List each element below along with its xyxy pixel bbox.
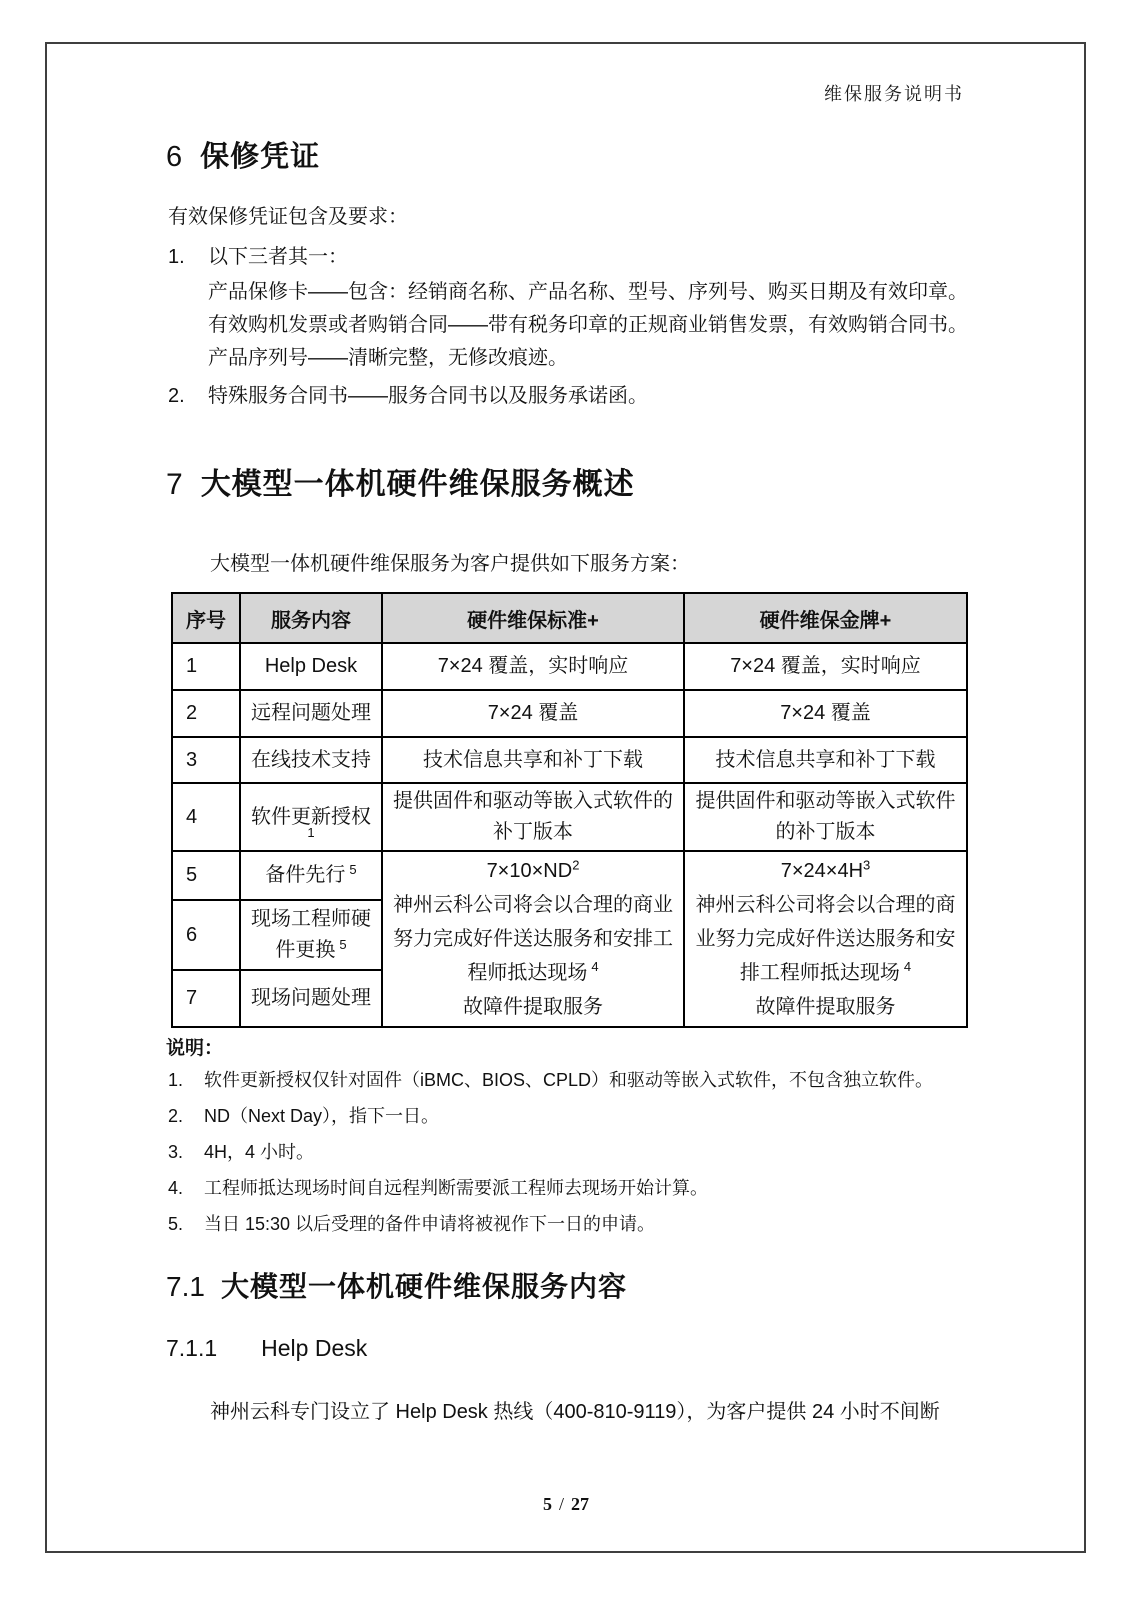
note-item <box>168 1069 933 1091</box>
row-number-cell: 2 <box>172 690 240 737</box>
standard-plan-cell: 技术信息共享和补丁下载 <box>382 737 684 783</box>
row-number-cell: 6 <box>172 900 240 970</box>
note-text: 软件更新授权仅针对固件（iBMC、BIOS、CPLD）和驱动等嵌入式软件，不包含独立软件。 <box>204 1070 934 1090</box>
table-header-row <box>172 593 967 643</box>
table-row <box>172 690 967 737</box>
header-cell-service: 服务内容 <box>240 593 382 643</box>
section-7-heading <box>166 468 635 502</box>
row-number-cell: 4 <box>172 783 240 851</box>
warranty-detail-line: 产品序列号——清晰完整，无修改痕迹。 <box>208 347 568 369</box>
row-number-cell: 7 <box>172 970 240 1027</box>
table-row <box>172 851 967 900</box>
warranty-detail-lines <box>208 276 968 375</box>
service-name: 备件先行 <box>265 864 346 887</box>
standard-plan-cell: 提供固件和驱动等嵌入式软件的补丁版本 <box>382 783 684 851</box>
footnote-ref: 5 <box>349 861 357 877</box>
service-name: 软件更新授权 <box>251 805 371 828</box>
note-item <box>168 1177 708 1199</box>
service-name-cell: 在线技术支持 <box>240 737 382 783</box>
list-number: 2. <box>168 385 185 407</box>
warranty-detail-line: 产品保修卡——包含：经销商名称、产品名称、型号、序列号、购买日期及有效印章。 <box>208 281 968 303</box>
note-number: 2. <box>168 1106 184 1126</box>
table-row <box>172 737 967 783</box>
heading-title: 保修凭证 <box>200 141 321 173</box>
helpdesk-paragraph: 神州云科专门设立了 Help Desk 热线（400-810-9119），为客户提供 24 小时不间断 <box>210 1401 940 1423</box>
description-text: 神州云科公司将会以合理的商业努力完成好件送达服务和安排工程师抵达现场 <box>393 894 673 984</box>
section-6-heading <box>166 140 320 174</box>
gold-plan-cell: 技术信息共享和补丁下载 <box>684 737 967 783</box>
section-7-1-1-heading <box>166 1334 367 1362</box>
standard-plan-cell: 7×24 覆盖，实时响应 <box>382 643 684 690</box>
warranty-detail-line: 有效购机发票或者购销合同——带有税务印章的正规商业销售发票，有效购销合同书。 <box>208 314 968 336</box>
gold-sla <box>689 854 962 888</box>
service-name-cell: 现场问题处理 <box>240 970 382 1027</box>
note-number: 1. <box>168 1070 184 1090</box>
note-number: 4. <box>168 1178 184 1198</box>
header-cell-gold: 硬件维保金牌+ <box>684 593 967 643</box>
note-text: ND（Next Day），指下一日。 <box>204 1106 440 1126</box>
heading-title: 大模型一体机硬件维保服务内容 <box>220 1271 627 1302</box>
sla-text: 7×10×ND <box>486 860 573 882</box>
row-number-cell: 5 <box>172 851 240 900</box>
standard-plan-cell: 7×24 覆盖 <box>382 690 684 737</box>
list-item-1 <box>168 244 348 270</box>
gold-plan-cell: 7×24 覆盖 <box>684 690 967 737</box>
page-content <box>166 0 966 1600</box>
heading-title: Help Desk <box>261 1335 368 1361</box>
note-text: 当日 15:30 以后受理的备件申请将被视作下一日的申请。 <box>204 1214 656 1234</box>
service-name-cell: Help Desk <box>240 643 382 690</box>
page-footer <box>166 1494 966 1515</box>
heading-number: 7 <box>166 468 183 501</box>
merged-standard-cell <box>382 851 684 1027</box>
service-plan-table <box>171 592 968 1028</box>
description-text: 神州云科公司将会以合理的商业努力完成好件送达服务和安排工程师抵达现场 <box>695 894 956 984</box>
section7-intro: 大模型一体机硬件维保服务为客户提供如下服务方案： <box>210 553 690 575</box>
list-text: 特殊服务合同书——服务合同书以及服务承诺函。 <box>208 385 648 407</box>
table-row <box>172 783 967 851</box>
note-item <box>168 1213 655 1235</box>
list-number: 1. <box>168 246 185 268</box>
heading-title: 大模型一体机硬件维保服务概述 <box>200 468 635 501</box>
standard-extra-service: 故障件提取服务 <box>463 996 603 1018</box>
service-name-cell <box>240 900 382 970</box>
heading-number: 7.1 <box>166 1271 205 1302</box>
standard-description <box>387 888 679 990</box>
list-text: 以下三者其一： <box>208 246 348 268</box>
note-number: 5. <box>168 1214 184 1234</box>
section-7-1-heading <box>166 1270 627 1304</box>
row-number-cell: 3 <box>172 737 240 783</box>
gold-extra-service: 故障件提取服务 <box>755 996 896 1018</box>
gold-plan-cell: 提供固件和驱动等嵌入式软件的补丁版本 <box>684 783 967 851</box>
footnote-ref: 4 <box>903 959 912 975</box>
footnote-ref: 2 <box>572 857 580 873</box>
service-name: 现场工程师硬件更换 <box>251 908 371 962</box>
notes-label: 说明： <box>166 1038 224 1059</box>
heading-number: 7.1.1 <box>166 1335 218 1361</box>
section6-intro: 有效保修凭证包含及要求： <box>168 206 408 228</box>
standard-sla <box>387 854 679 888</box>
table-row <box>172 643 967 690</box>
merged-gold-cell <box>684 851 967 1027</box>
doc-header-text: 维保服务说明书 <box>824 84 964 104</box>
service-name-cell: 远程问题处理 <box>240 690 382 737</box>
footer-total-pages: 27 <box>571 1494 589 1514</box>
service-name-cell <box>240 851 382 900</box>
header-cell-index: 序号 <box>172 593 240 643</box>
header-cell-standard: 硬件维保标准+ <box>382 593 684 643</box>
footnote-ref: 3 <box>863 857 871 873</box>
gold-description <box>689 888 962 990</box>
footnote-ref: 5 <box>339 936 347 952</box>
row-number-cell: 1 <box>172 643 240 690</box>
note-number: 3. <box>168 1142 184 1162</box>
service-name-cell: 软件更新授权 1 <box>240 783 382 851</box>
note-text: 工程师抵达现场时间自远程判断需要派工程师去现场开始计算。 <box>204 1178 708 1198</box>
list-item-2 <box>168 383 648 409</box>
footnote-ref: 4 <box>591 959 599 975</box>
note-text: 4H，4 小时。 <box>204 1142 315 1162</box>
gold-plan-cell: 7×24 覆盖，实时响应 <box>684 643 967 690</box>
footer-page-number: 5 <box>542 1494 552 1514</box>
sla-text: 7×24×4H <box>780 860 864 882</box>
heading-number: 6 <box>166 141 183 173</box>
note-item <box>168 1105 439 1127</box>
note-item <box>168 1141 314 1163</box>
footer-separator: / <box>558 1494 564 1514</box>
